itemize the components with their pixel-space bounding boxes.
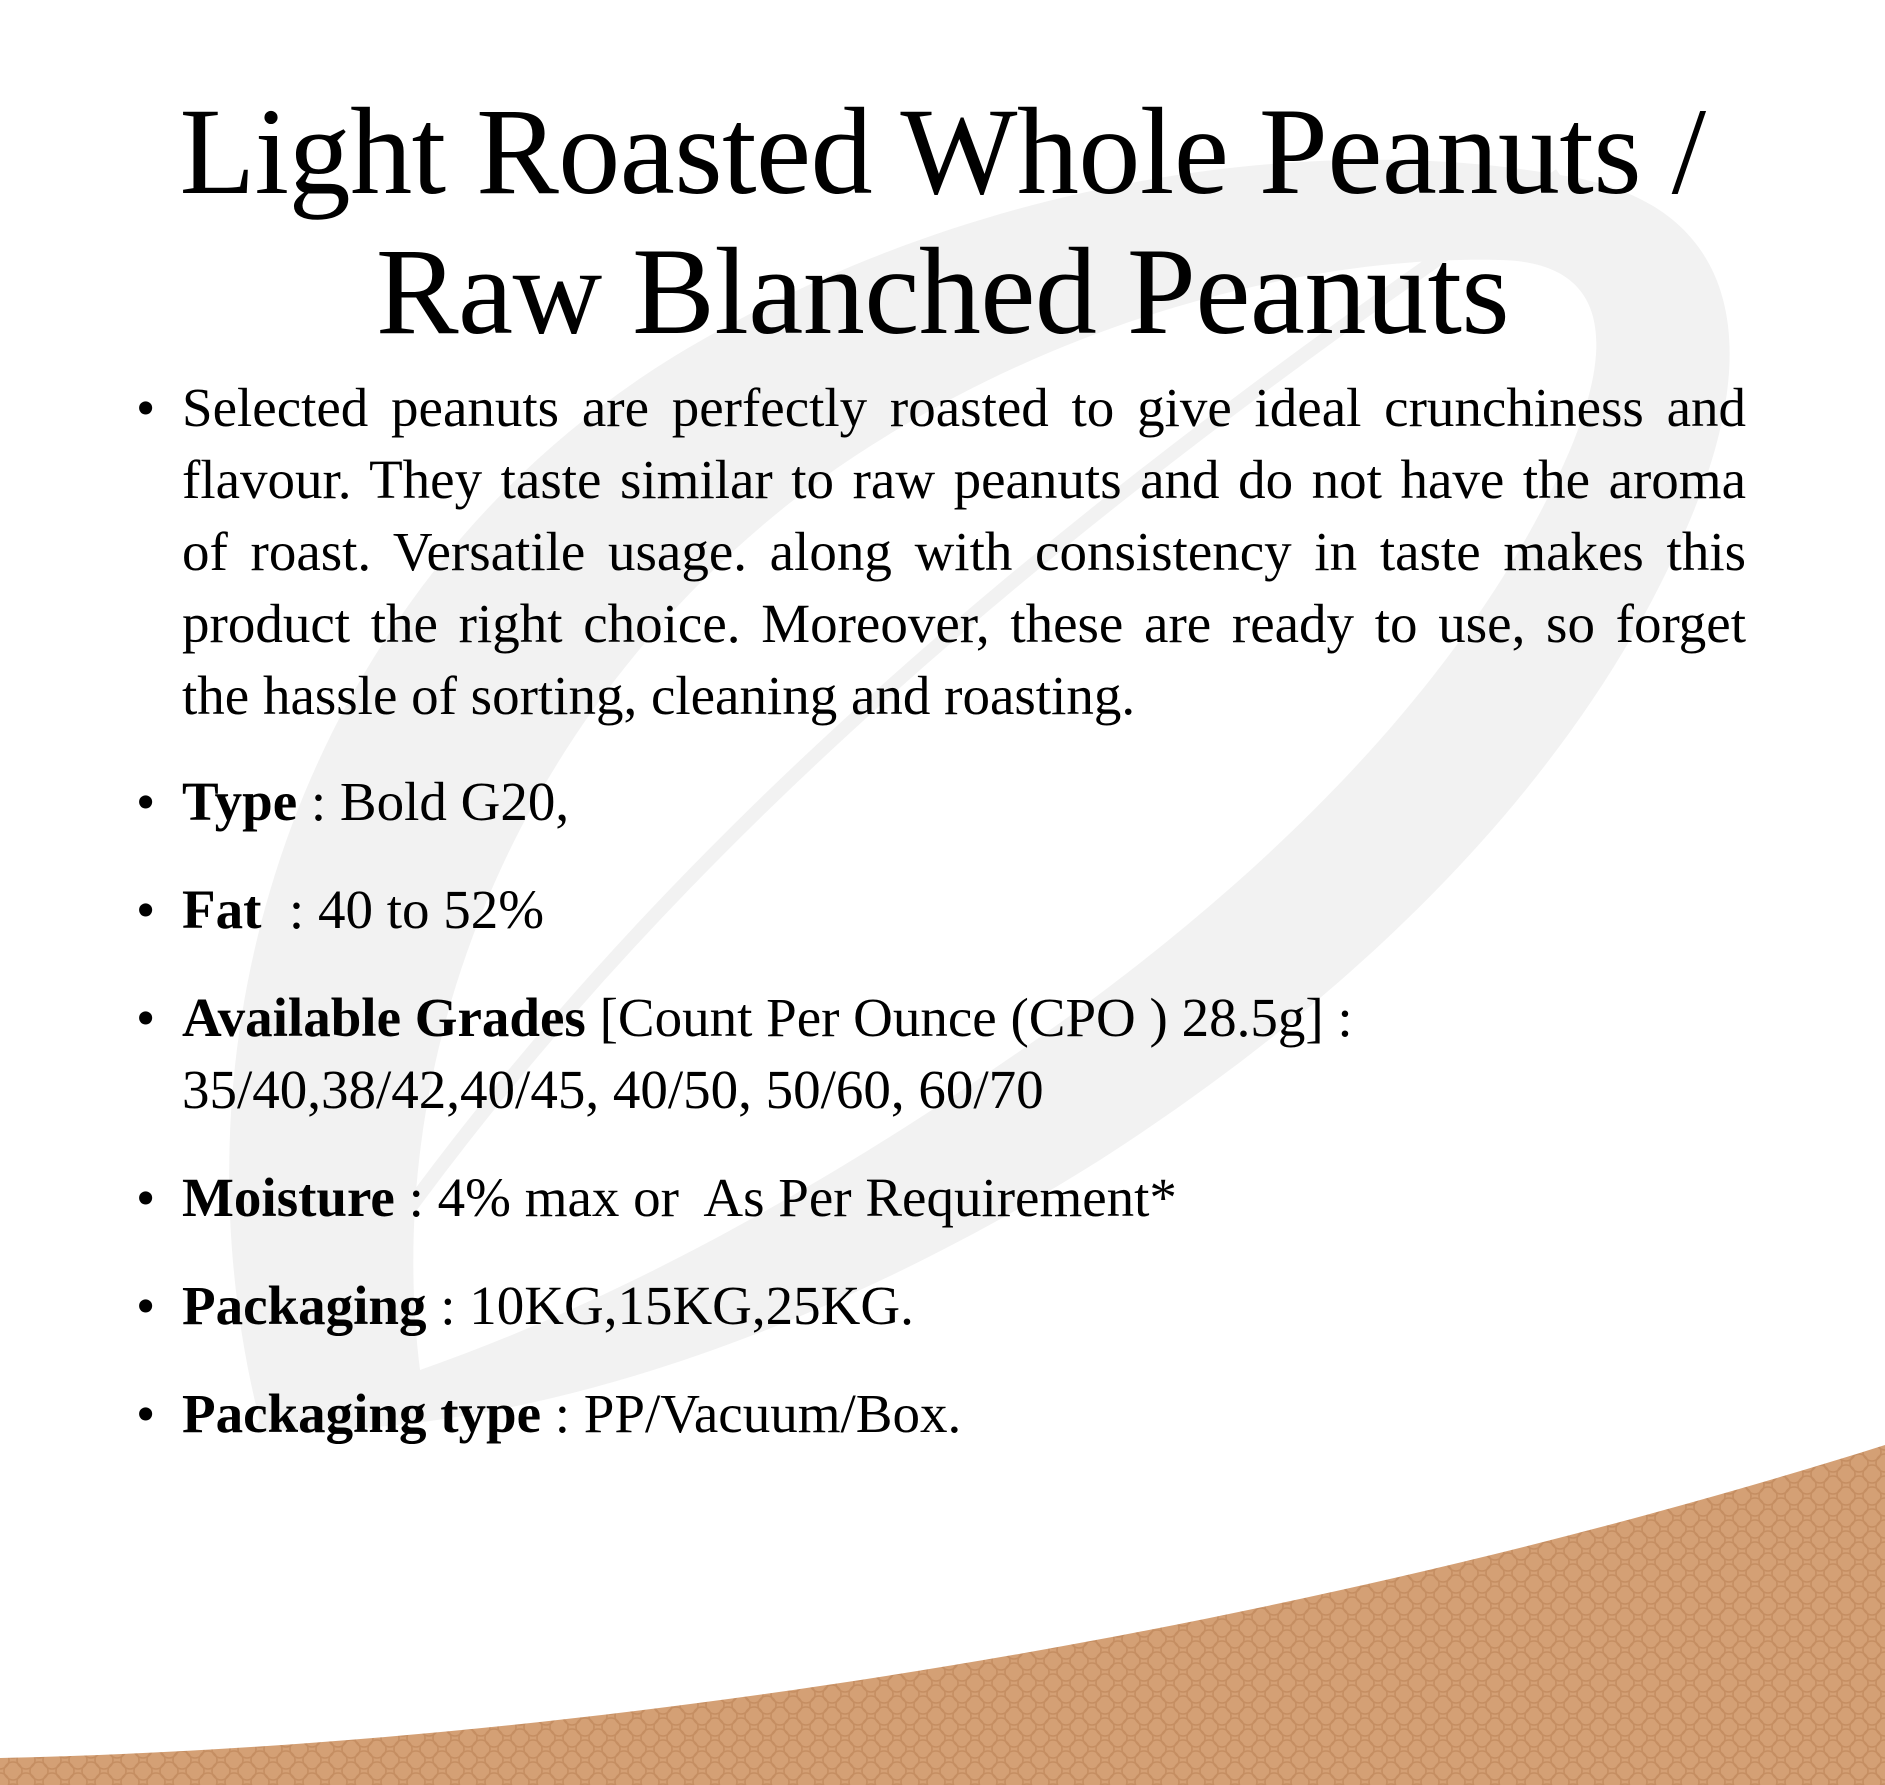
spec-label: Packaging xyxy=(182,1275,427,1336)
title-line-2: Raw Blanched Peanuts xyxy=(375,223,1510,360)
spec-item-grades xyxy=(136,982,1746,1126)
spec-value: : 10KG,15KG,25KG. xyxy=(426,1275,914,1336)
spec-item-fat xyxy=(136,874,1746,946)
description-item: • Selected peanuts are perfectly roasted to give ideal crunchiness and flavour. They taste similar to raw peanuts and do not have the aroma of roast. Versatile usage. along with consistency in taste makes this product the right choice. Moreover, these are ready to use, so forget the hassle of sorting, cleaning and roasting. xyxy=(136,372,1746,732)
page-title xyxy=(0,82,1885,362)
spec-label: Type xyxy=(182,771,298,832)
spec-value: : PP/Vacuum/Box. xyxy=(541,1383,962,1444)
spec-value: : Bold G20, xyxy=(297,771,570,832)
spec-value: [Count Per Ounce (CPO ) 28.5g] : 35/40,38/42,40/45, 40/50, 50/60, 60/70 xyxy=(182,987,1353,1120)
spec-value: : 4% max or As Per Requirement* xyxy=(394,1167,1177,1228)
spec-label: Available Grades xyxy=(182,987,586,1048)
spec-item-packaging-type xyxy=(136,1378,1746,1450)
spec-item-moisture xyxy=(136,1162,1746,1234)
spec-item-type xyxy=(136,766,1746,838)
spec-label: Packaging type xyxy=(182,1383,542,1444)
spec-label: Moisture xyxy=(182,1167,395,1228)
spec-value: : 40 to 52% xyxy=(261,879,545,940)
spec-item-packaging xyxy=(136,1270,1746,1342)
spec-label: Fat xyxy=(182,879,262,940)
spec-list xyxy=(136,372,1746,1486)
title-line-1: Light Roasted Whole Peanuts / xyxy=(179,83,1706,220)
